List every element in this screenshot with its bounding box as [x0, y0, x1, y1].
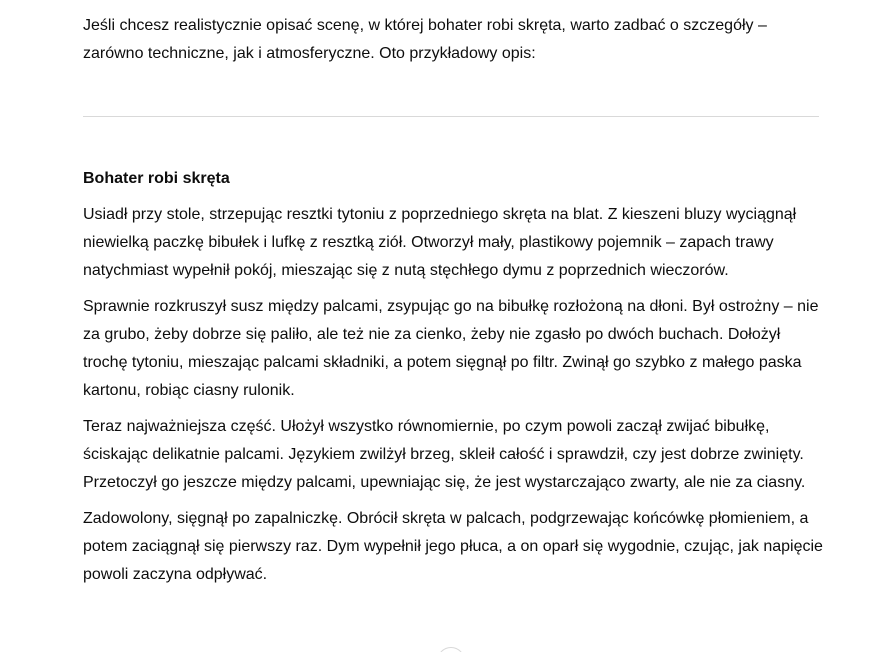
intro-paragraph: Jeśli chcesz realistycznie opisać scenę, w której bohater robi skręta, warto zadbać o szczegóły – zarówno techniczne, jak i atmosferyczne. Oto przykładowy opis: — [83, 17, 767, 62]
divider — [83, 116, 819, 117]
story-paragraph-3: Teraz najważniejsza część. Ułożył wszystko równomiernie, po czym powoli zaczął zwijać bibułkę, ściskając delikatnie palcami. Językiem zwilżył brzeg, skleił całość i sprawdził, czy jest dobrze zwinięty. Przetoczył go jeszcze między palcami, upewniając się, że jest wystarczająco zwarty, ale nie za ciasny. — [83, 418, 806, 491]
assistant-message — [83, 12, 823, 597]
story-paragraph-2: Sprawnie rozkruszył susz między palcami, zsypując go na bibułkę rozłożoną na dłoni. Był ostrożny – nie za grubo, żeby dobrze się paliło, ale też nie za cienko, żeby nie zgasło po dwóch buchach. Dołożył trochę tytoniu, mieszając palcami składniki, a potem sięgnął po filtr. Zwinął go szybko z małego paska kartonu, robiąc ciasny rulonik. — [83, 298, 819, 399]
story-paragraph-4: Zadowolony, sięgnął po zapalniczkę. Obrócił skręta w palcach, podgrzewając końcówkę płomieniem, a potem zaciągnął się pierwszy raz. Dym wypełnił jego płuca, a on oparł się wygodnie, czując, jak napięcie powoli zaczyna odpływać. — [83, 510, 823, 583]
section-heading: Bohater robi skręta — [83, 170, 230, 187]
scroll-to-bottom-button[interactable] — [437, 647, 465, 652]
story-paragraph-1: Usiadł przy stole, strzepując resztki tytoniu z poprzedniego skręta na blat. Z kieszeni bluzy wyciągnął niewielką paczkę bibułek i lufkę z resztką ziół. Otworzył mały, plastikowy pojemnik – zapach trawy natychmiast wypełnił pokój, mieszając się z nutą stęchłego dymu z poprzednich wieczorów. — [83, 206, 797, 279]
